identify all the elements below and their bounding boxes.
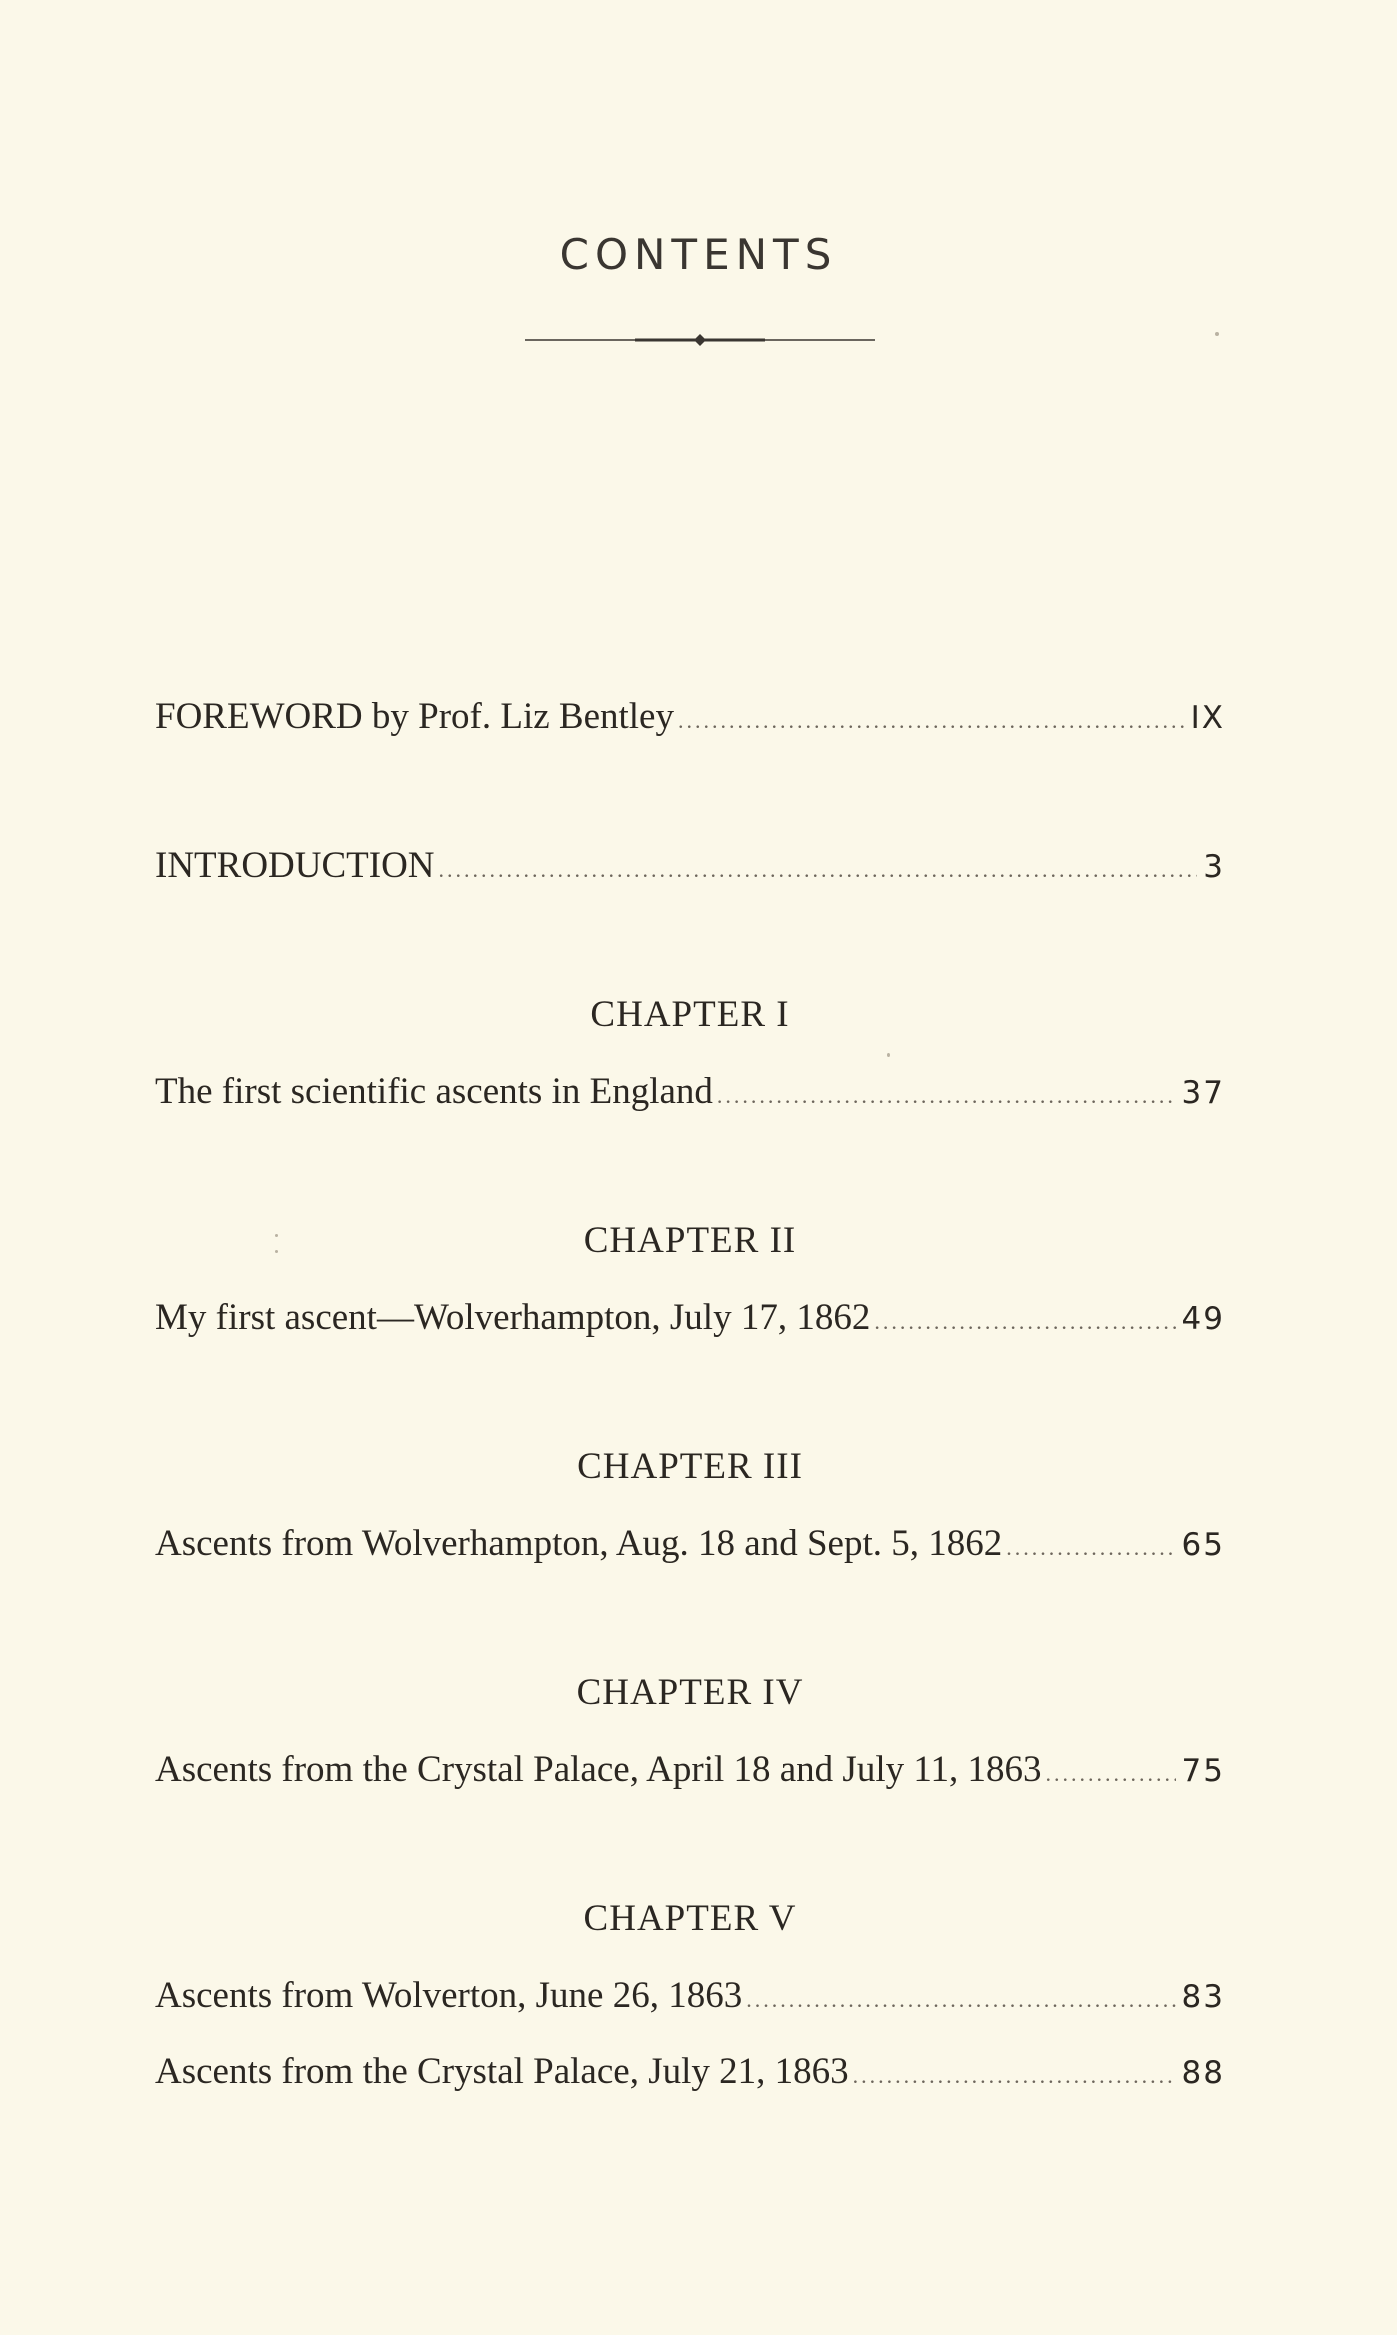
paper-speck — [275, 1250, 278, 1253]
chapter-heading: CHAPTER V — [583, 1898, 797, 1939]
entry-title: My first ascent—Wolverhampton, July 17, 1862 — [155, 1297, 871, 1338]
entry-title: Ascents from the Crystal Palace, July 21, 1863 — [155, 2051, 849, 2092]
entry-page-number: 65 — [1181, 1527, 1225, 1563]
chapter-heading: CHAPTER II — [583, 1220, 797, 1261]
paper-speck — [1215, 332, 1219, 336]
dot-leader — [853, 2063, 1176, 2089]
dot-leader — [1045, 1761, 1175, 1787]
entry-page-number: 37 — [1181, 1075, 1225, 1111]
dot-leader — [874, 1309, 1175, 1335]
dot-leader — [439, 857, 1198, 883]
toc-entry-chapter-2[interactable] — [155, 1296, 1225, 1339]
toc-entry-chapter-3[interactable] — [155, 1522, 1225, 1565]
entry-page-number: 75 — [1181, 1753, 1225, 1789]
chapter-heading: CHAPTER IV — [576, 1672, 804, 1713]
dot-leader — [746, 1987, 1175, 2013]
entry-page-number: 83 — [1181, 1979, 1225, 2015]
entry-title: FOREWORD by Prof. Liz Bentley — [155, 696, 674, 737]
toc-entry-chapter-5-part-1[interactable] — [155, 1974, 1225, 2017]
dot-leader — [717, 1083, 1176, 1109]
entry-page-number: 88 — [1181, 2055, 1225, 2091]
toc-entry-chapter-4[interactable] — [155, 1748, 1225, 1791]
paper-speck — [887, 1053, 890, 1057]
toc-entry-chapter-5-part-2[interactable] — [155, 2050, 1225, 2093]
entry-page-number: 49 — [1181, 1301, 1225, 1337]
toc-entry-chapter-1[interactable] — [155, 1070, 1225, 1113]
chapter-heading: CHAPTER I — [590, 994, 790, 1035]
chapter-heading: CHAPTER III — [577, 1446, 803, 1487]
entry-title: The first scientific ascents in England — [155, 1071, 713, 1112]
dot-leader — [1006, 1535, 1175, 1561]
entry-page-number: 3 — [1203, 849, 1225, 885]
entry-title: INTRODUCTION — [155, 845, 435, 886]
entry-title: Ascents from Wolverton, June 26, 1863 — [155, 1975, 743, 2016]
divider-ornament-icon — [525, 330, 875, 350]
dot-leader — [678, 708, 1185, 734]
entry-page-number: IX — [1190, 700, 1225, 736]
contents-heading: CONTENTS — [559, 230, 838, 279]
paper-speck — [275, 1234, 278, 1237]
toc-entry-introduction[interactable] — [155, 844, 1225, 887]
entry-title: Ascents from the Crystal Palace, April 18 and July 11, 1863 — [155, 1749, 1042, 1790]
toc-entry-foreword[interactable] — [155, 695, 1225, 738]
entry-title: Ascents from Wolverhampton, Aug. 18 and Sept. 5, 1862 — [155, 1523, 1003, 1564]
